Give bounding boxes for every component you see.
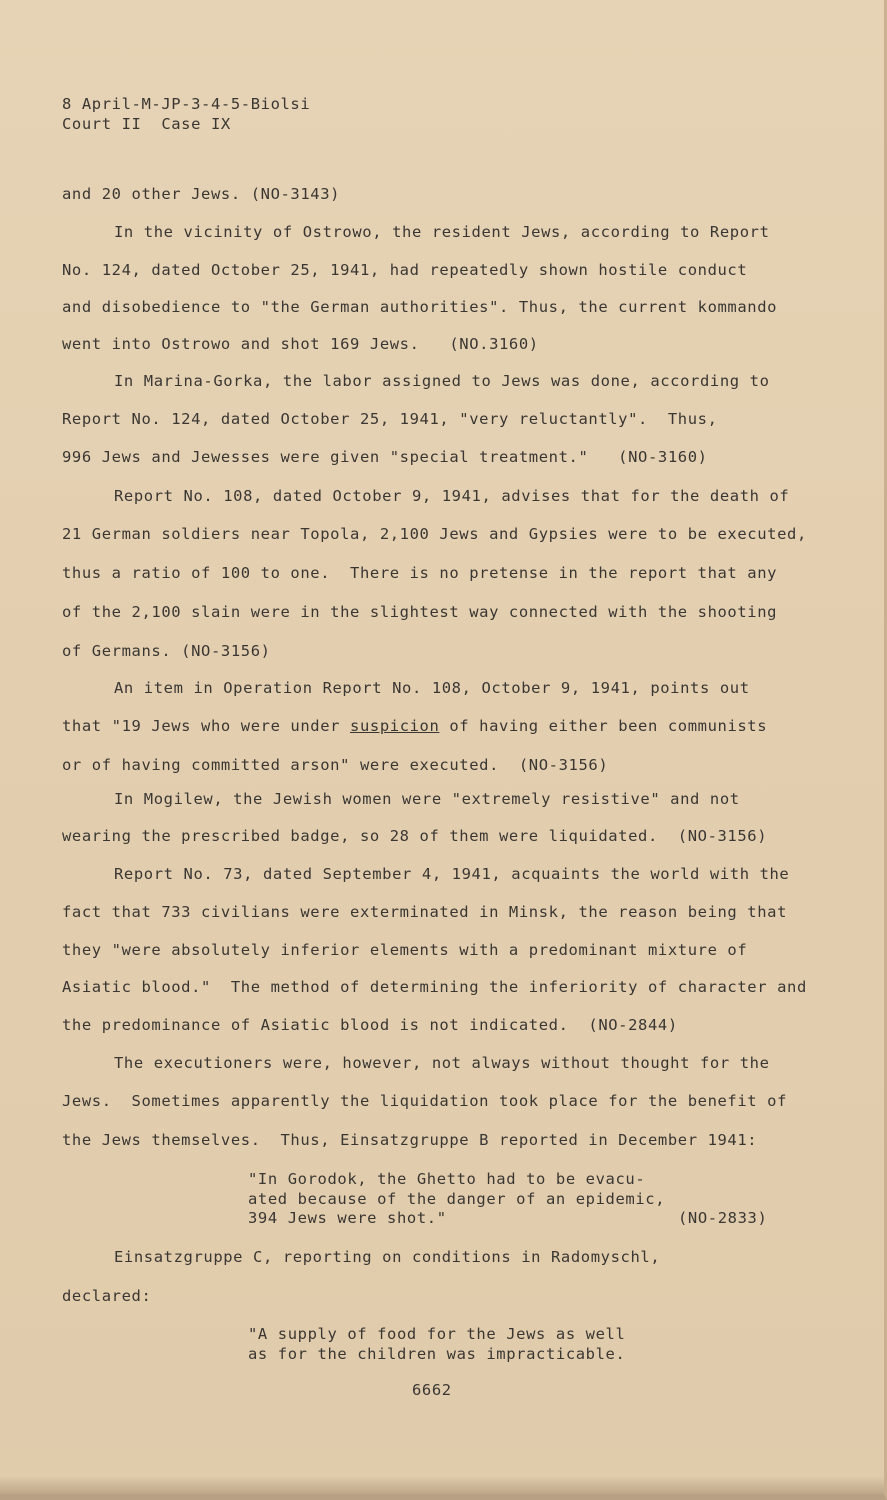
paragraph-line: In Marina-Gorka, the labor assigned to Jews was done, according to xyxy=(114,372,770,390)
paragraph-line: the Jews themselves. Thus, Einsatzgruppe B reported in December 1941: xyxy=(62,1131,758,1149)
page-number: 6662 xyxy=(412,1381,452,1399)
block-quote-line: 394 Jews were shot." xyxy=(248,1209,447,1227)
paragraph-line: In Mogilew, the Jewish women were "extremely resistive" and not xyxy=(114,790,740,808)
paragraph-line: The executioners were, however, not always without thought for the xyxy=(114,1054,770,1072)
paragraph-line: Report No. 124, dated October 25, 1941, "very reluctantly". Thus, xyxy=(62,410,718,428)
paragraph-line: went into Ostrowo and shot 169 Jews. (NO.3160) xyxy=(62,335,539,353)
paragraph-line: Asiatic blood." The method of determining the inferiority of character and xyxy=(62,978,807,996)
header-court-case: Court II Case IX xyxy=(62,115,231,133)
paragraph-line: 21 German soldiers near Topola, 2,100 Jews and Gypsies were to be executed, xyxy=(62,525,807,543)
block-quote-line: as for the children was impracticable. xyxy=(248,1345,626,1363)
paragraph-line: Report No. 73, dated September 4, 1941, acquaints the world with the xyxy=(114,865,790,883)
paragraph-line: or of having committed arson" were executed. (NO-3156) xyxy=(62,756,609,774)
block-quote-line: ated because of the danger of an epidemic, xyxy=(248,1190,666,1208)
paragraph-line: of the 2,100 slain were in the slightest way connected with the shooting xyxy=(62,603,778,621)
underlined-word: suspicion xyxy=(350,717,440,735)
block-quote-line: "A supply of food for the Jews as well xyxy=(248,1325,626,1343)
paragraph-line: thus a ratio of 100 to one. There is no pretense in the report that any xyxy=(62,564,778,582)
paragraph-line: An item in Operation Report No. 108, October 9, 1941, points out xyxy=(114,679,750,697)
paragraph-line: they "were absolutely inferior elements with a predominant mixture of xyxy=(62,941,748,959)
paragraph-line: No. 124, dated October 25, 1941, had repeatedly shown hostile conduct xyxy=(62,261,748,279)
paragraph-line-with-underline xyxy=(62,716,767,736)
citation-reference: (NO-2833) xyxy=(678,1209,768,1227)
text-run: of having either been communists xyxy=(439,717,768,735)
paragraph-line: wearing the prescribed badge, so 28 of them were liquidated. (NO-3156) xyxy=(62,827,768,845)
paragraph-line: the predominance of Asiatic blood is not indicated. (NO-2844) xyxy=(62,1016,678,1034)
paragraph-line: Report No. 108, dated October 9, 1941, advises that for the death of xyxy=(114,487,790,505)
paragraph-line: and disobedience to "the German authorities". Thus, the current kommando xyxy=(62,298,778,316)
paragraph-line: of Germans. (NO-3156) xyxy=(62,642,271,660)
text-run: that "19 Jews who were under xyxy=(62,717,351,735)
block-quote-line: "In Gorodok, the Ghetto had to be evacu- xyxy=(248,1170,646,1188)
paragraph-line: 996 Jews and Jewesses were given "special treatment." (NO-3160) xyxy=(62,448,708,466)
header-doc-id: 8 April-M-JP-3-4-5-Biolsi xyxy=(62,95,311,113)
paragraph-line: declared: xyxy=(62,1287,152,1305)
paragraph-line: Einsatzgruppe C, reporting on conditions in Radomyschl, xyxy=(114,1248,661,1266)
paragraph-line: Jews. Sometimes apparently the liquidation took place for the benefit of xyxy=(62,1092,788,1110)
paragraph-line: In the vicinity of Ostrowo, the resident Jews, according to Report xyxy=(114,223,770,241)
paragraph-line: and 20 other Jews. (NO-3143) xyxy=(62,185,341,203)
paragraph-line: fact that 733 civilians were exterminated in Minsk, the reason being that xyxy=(62,903,788,921)
